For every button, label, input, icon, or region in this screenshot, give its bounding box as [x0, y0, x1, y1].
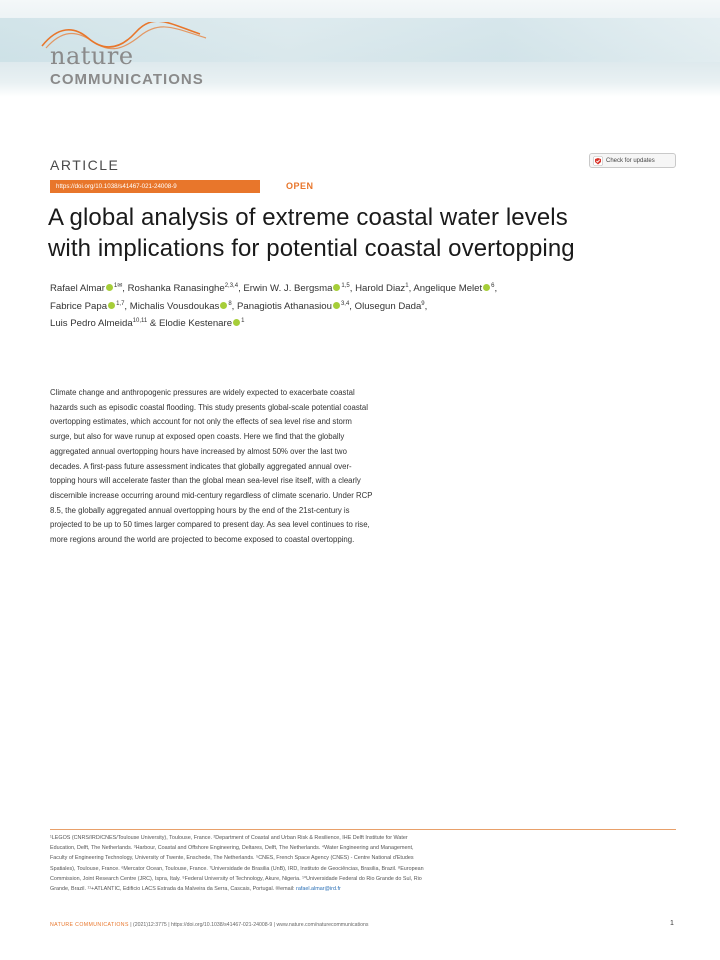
author-affiliation: 1,5 [341, 283, 350, 289]
footer-journal-name[interactable]: NATURE COMMUNICATIONS [50, 922, 129, 928]
abstract-line: topping hours will accelerate faster than the global mean sea-level rise itself, with a clearly [50, 476, 361, 486]
crossmark-icon [593, 156, 603, 166]
author-affiliation: 8 [228, 300, 232, 307]
author-affiliation: 6 [491, 283, 495, 289]
orcid-icon[interactable] [333, 284, 340, 291]
article-title [48, 202, 688, 264]
author-name[interactable]: & Elodie Kestenare [147, 318, 233, 329]
check-for-updates-button[interactable] [589, 153, 676, 168]
author-affiliation: 2,3,4 [224, 283, 239, 289]
title-line: with implications for potential coastal overtopping [48, 235, 575, 262]
article-type-label: ARTICLE [50, 157, 120, 173]
author-name[interactable]: , Angelique Melet [408, 283, 483, 294]
author-separator: , [494, 283, 498, 294]
author-affiliation: 1✉ [113, 283, 123, 289]
abstract-line: discernible increase occurring around mid-century regardless of climate scenario. Under RCP [50, 490, 373, 500]
abstract-line: 8.5, the globally aggregated annual overtopping hours by the end of the 21st-century is [50, 505, 350, 515]
author-separator: , [424, 300, 428, 312]
author-affiliation: 9 [421, 300, 425, 307]
orcid-icon[interactable] [220, 302, 227, 309]
journal-masthead [0, 0, 720, 97]
open-access-label: OPEN [286, 181, 314, 191]
author-name[interactable]: Luis Pedro Almeida [50, 318, 133, 329]
author-affiliation: 1 [241, 318, 245, 324]
check-for-updates-label: Check for updates [606, 157, 655, 164]
affiliation-line [50, 884, 678, 894]
author-line [50, 315, 690, 333]
journal-logo[interactable] [40, 22, 240, 92]
author-list [50, 280, 690, 333]
orcid-icon[interactable] [233, 319, 240, 326]
logo-nature-text: nature [50, 42, 134, 70]
orcid-icon[interactable] [106, 284, 113, 291]
author-name[interactable]: , Olusegun Dada [349, 300, 422, 312]
doi-link[interactable]: https://doi.org/10.1038/s41467-021-24008-9 [50, 180, 260, 193]
orcid-icon[interactable] [483, 284, 490, 291]
affiliation-line: Commission, Joint Research Centre (JRC), Ispra, Italy. ⁹Federal University of Technology, Akure, Nigeria. ¹⁰Universidade Federal do Rio Grande do Sul, Rio [50, 875, 422, 882]
author-line [50, 298, 690, 316]
author-line [50, 280, 690, 298]
author-name[interactable]: , Roshanka Ranasinghe [122, 283, 225, 294]
author-affiliation: 10,11 [132, 318, 148, 324]
affiliation-line: ¹LEGOS (CNRS/IRD/CNES/Toulouse University), Toulouse, France. ²Department of Coastal and Urban Risk & Resilience, IHE Delft Institute for Water [50, 835, 408, 841]
page-footer [50, 922, 678, 928]
page-number: 1 [670, 920, 674, 927]
author-name[interactable]: , Panagiotis Athanasiou [231, 300, 332, 312]
footer-citation: | (2021)12:3775 | https://doi.org/10.1038/s41467-021-24008-9 | www.nature.com/naturecommunications [128, 922, 369, 928]
affiliations [50, 833, 678, 894]
abstract-line: more regions around the world are projected to become exposed to coastal overtopping. [50, 535, 355, 545]
affiliation-line: Education, Delft, The Netherlands. ³Harbour, Coastal and Offshore Engineering, Deltares, Delft, The Netherlands. ⁴Water Engineering and Management, [50, 845, 414, 852]
author-affiliation: 1 [405, 283, 409, 289]
corresponding-email-link[interactable]: rafael.almar@ird.fr [296, 886, 341, 893]
affiliation-line: Spatiales), Toulouse, France. ⁶Mercator Ocean, Toulouse, France. ⁷Universidade de Brasilia (UnB), IRD, Instituto de Geociências, Brasilia, Brazil. ⁸European [50, 865, 424, 872]
author-name[interactable]: Rafael Almar [50, 283, 105, 294]
abstract-line: aggregated annual overtopping hours have increased by almost 50% over the last two [50, 446, 347, 456]
author-affiliation: 3,4 [340, 300, 350, 307]
author-name[interactable]: , Erwin W. J. Bergsma [238, 283, 333, 294]
abstract-line: surge, but also for wave runup at exposed open coasts. Here we find that the globally [50, 432, 345, 442]
logo-communications-text: COMMUNICATIONS [50, 71, 204, 88]
orcid-icon[interactable] [333, 302, 340, 309]
author-name[interactable]: , Michalis Vousdoukas [124, 300, 220, 312]
abstract-line: decades. A first-pass future assessment indicates that globally aggregated annual over- [50, 461, 352, 471]
affiliations-divider [50, 829, 676, 830]
affiliation-line: Faculty of Engineering Technology, University of Twente, Enschede, The Netherlands. ⁵CNES, French Space Agency (CNES) - Centre National d'Etudes [50, 855, 414, 862]
author-name[interactable]: Fabrice Papa [50, 300, 108, 312]
abstract [50, 386, 502, 548]
author-affiliation: 1,7 [116, 300, 125, 307]
title-line: A global analysis of extreme coastal water levels [48, 204, 568, 231]
abstract-line: projected to be up to 50 times larger compared to present day. As sea level continues to rise, [50, 520, 370, 530]
abstract-line: overtopping estimates, which account for not only the effects of sea level rise and storm [50, 417, 352, 427]
author-name[interactable]: , Harold Diaz [349, 283, 406, 294]
affiliation-text: Grande, Brazil. ¹¹+ATLANTIC, Edificio LACS Estrada da Malveira da Serra, Cascais, Portugal. ✉email: [50, 886, 297, 893]
orcid-icon[interactable] [108, 302, 115, 309]
abstract-line: hazards such as episodic coastal flooding. This study presents global-scale potential coastal [50, 402, 368, 412]
abstract-line: Climate change and anthropogenic pressures are widely expected to exacerbate coastal [50, 388, 355, 397]
